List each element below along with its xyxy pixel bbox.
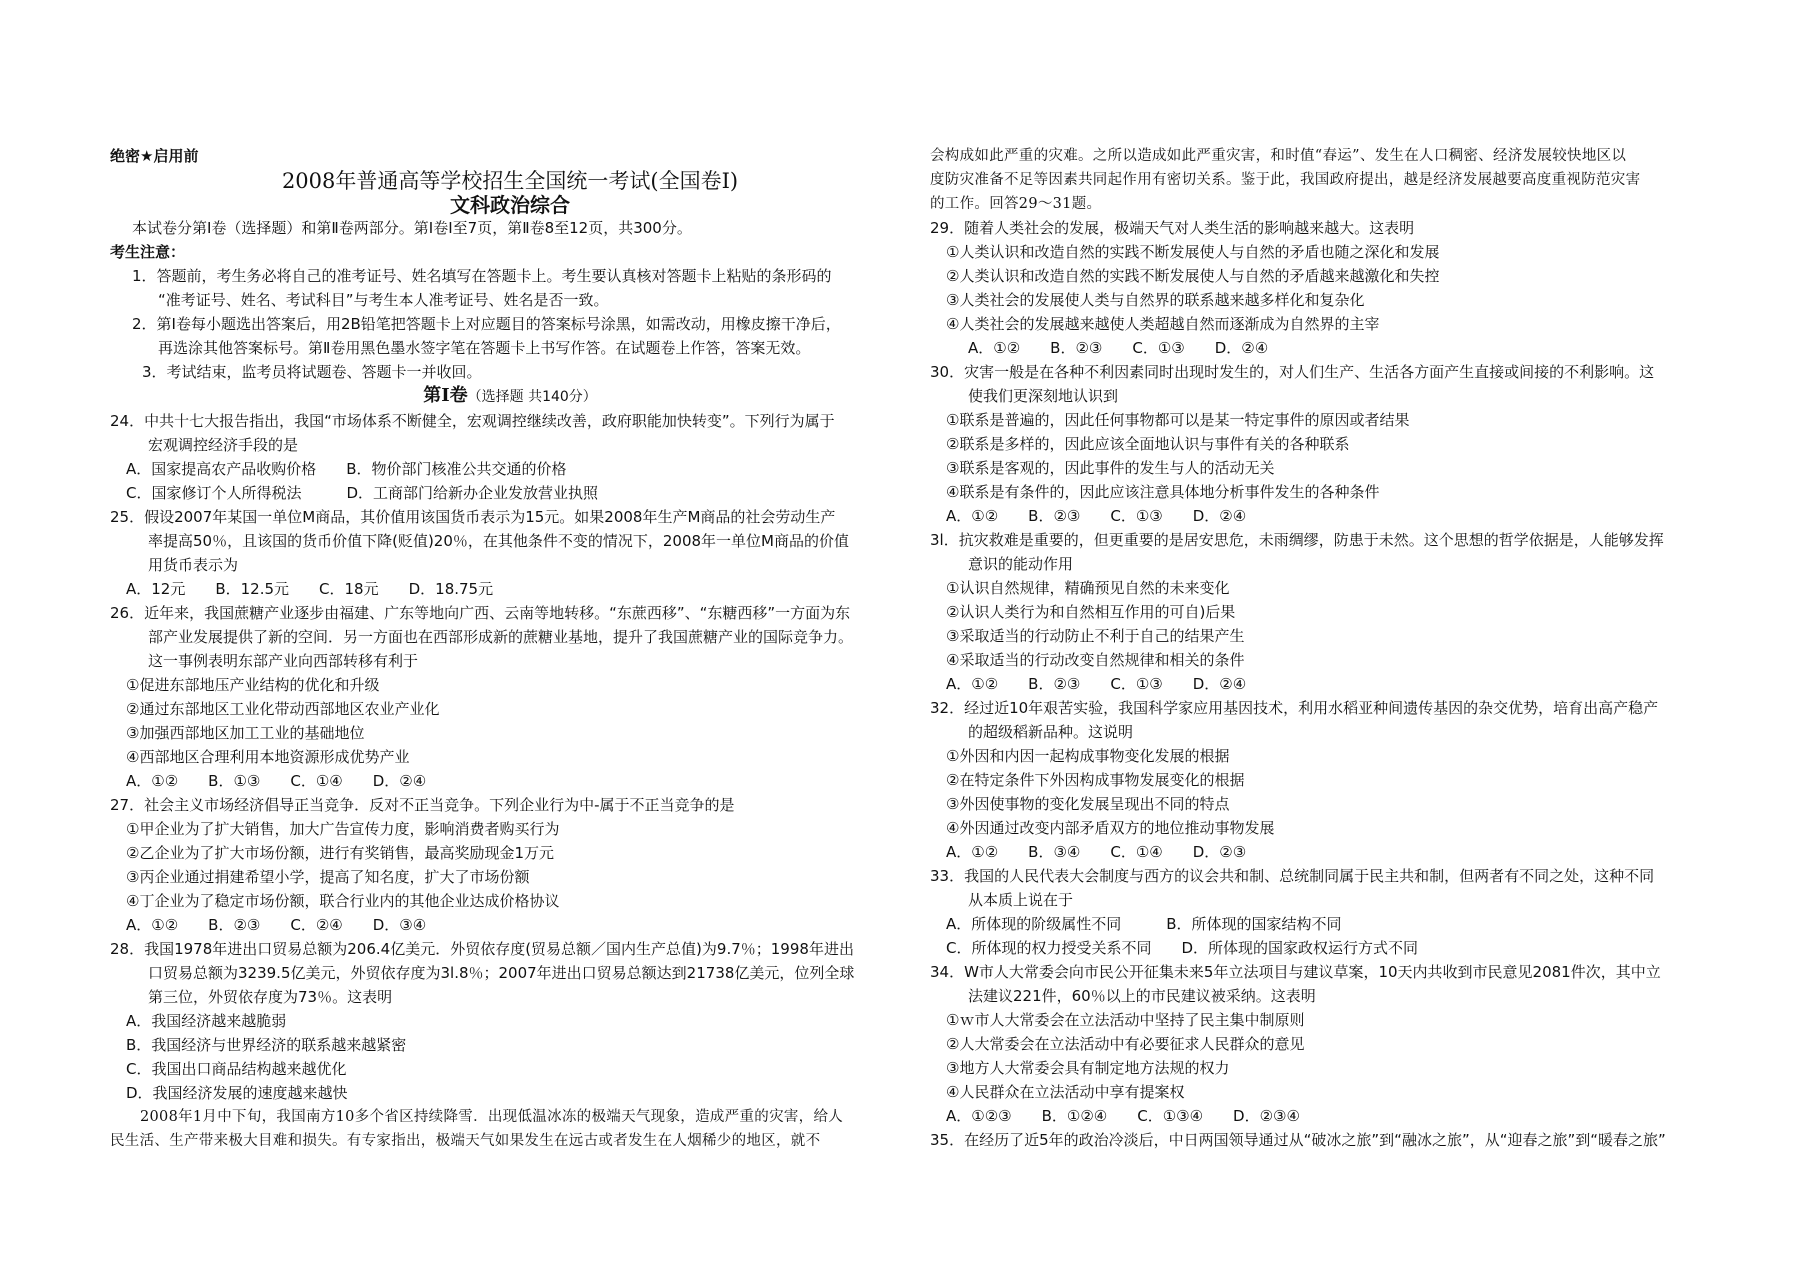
right-line-21: ④采取适当的行动改变自然规律和相关的条件 bbox=[946, 651, 1245, 669]
right-line-41: 35．在经历了近5年的政治冷淡后，中日两国领导通过从“破冰之旅”到“融冰之旅”，从“迎春之旅”到“暖春之旅” bbox=[930, 1131, 1666, 1149]
right-line-12: ②联系是多样的，因此应该全面地认识与事件有关的各种联系 bbox=[946, 435, 1350, 453]
left-line-25: ④西部地区合理利用本地资源形成优势产业 bbox=[126, 748, 410, 766]
right-line-31: 从本质上说在于 bbox=[968, 891, 1074, 909]
right-line-10: 使我们更深刻地认识到 bbox=[968, 387, 1119, 405]
volume-title: 第Ⅰ卷 bbox=[423, 385, 468, 406]
right-line-20: ③采取适当的行动防止不利于自己的结果产生 bbox=[946, 627, 1245, 645]
left-line-9: 3．考试结束，监考员将试题卷、答题卡一并收回。 bbox=[142, 363, 482, 381]
right-line-37: ②人大常委会在立法活动中有必要征求人民群众的意见 bbox=[946, 1035, 1305, 1053]
right-line-13: ③联系是客观的，因此事件的发生与人的活动无关 bbox=[946, 459, 1275, 477]
left-line-33: 28．我国1978年进出口贸易总额为206.4亿美元．外贸依存度(贸易总额／国内生产总值)为9.7％；1998年进出 bbox=[110, 940, 854, 958]
left-line-1: 2008年普通高等学校招生全国统一考试(全国卷Ⅰ) bbox=[281, 169, 739, 193]
right-line-29: A．①② B．③④ C．①④ D．②③ bbox=[946, 843, 1247, 861]
left-line-4: 考生注意： bbox=[110, 243, 186, 261]
right-line-39: ④人民群众在立法活动中享有提案权 bbox=[946, 1083, 1185, 1101]
left-line-21: 这一事例表明东部产业向西部转移有利于 bbox=[148, 652, 419, 670]
left-line-22: ①促进东部地压产业结构的优化和升级 bbox=[126, 676, 380, 694]
right-line-8: A．①② B．②③ C．①③ D．②④ bbox=[968, 339, 1269, 357]
left-line-14: C．国家修订个人所得税法 D．工商部门给新办企业发放营业执照 bbox=[126, 484, 599, 502]
right-line-27: ③外因使事物的变化发展呈现出不同的特点 bbox=[946, 795, 1230, 813]
left-line-24: ③加强西部地区加工工业的基础地位 bbox=[126, 724, 365, 742]
left-line-28: ①甲企业为了扩大销售，加大广告宣传力度，影响消费者购买行为 bbox=[126, 820, 560, 838]
left-line-40: 2008年1月中下旬，我国南方10多个省区持续降雪．出现低温冰冻的极端天气现象，造成严重的灾害，给人 bbox=[140, 1109, 844, 1125]
right-line-38: ③地方人大常委会具有制定地方法规的权力 bbox=[946, 1059, 1230, 1077]
left-line-10 bbox=[110, 384, 910, 409]
left-line-6: “准考证号、姓名、考试科目”与考生本人准考证号、姓名是否一致。 bbox=[158, 291, 609, 309]
left-line-30: ③丙企业通过捐建希望小学，提高了知名度，扩大了市场份额 bbox=[126, 868, 530, 886]
right-line-0: 会构成如此严重的灾难。之所以造成如此严重灾害，和时值“春运”、发生在人口稠密、经济发展较快地区以 bbox=[930, 148, 1627, 164]
left-line-38: C．我国出口商品结构越来越优化 bbox=[126, 1060, 347, 1078]
left-line-36: A．我国经济越来越脆弱 bbox=[126, 1012, 287, 1030]
left-line-35: 第三位，外贸依存度为73％。这表明 bbox=[148, 988, 393, 1006]
right-line-36: ①ｗ市人大常委会在立法活动中坚持了民主集中制原则 bbox=[946, 1011, 1305, 1029]
left-line-0: 绝密★启用前 bbox=[110, 147, 199, 165]
right-line-25: ①外因和内因一起构成事物变化发展的根据 bbox=[946, 747, 1230, 765]
right-column bbox=[930, 144, 1720, 1152]
left-line-17: 用货币表示为 bbox=[148, 556, 239, 574]
left-line-37: B．我国经济与世界经济的联系越来越紧密 bbox=[126, 1036, 407, 1054]
left-line-20: 部产业发展提供了新的空间．另一方面也在西部形成新的蔗糖业基地，提升了我国蔗糖产业的国际竞争力。 bbox=[148, 628, 854, 646]
right-line-9: 30．灾害一般是在各种不利因素同时出现时发生的，对人们生产、生活各方面产生直接或间接的不利影响。这 bbox=[930, 363, 1655, 381]
left-line-18: A．12元 B．12.5元 C．18元 D．18.75元 bbox=[126, 580, 494, 598]
right-line-23: 32．经过近10年艰苦实验，我国科学家应用基因技术，利用水稻亚种间遗传基因的杂交优势，培育出高产稳产 bbox=[930, 699, 1659, 717]
left-line-39: D．我国经济发展的速度越来越快 bbox=[126, 1084, 348, 1102]
right-line-2: 的工作。回答29～31题。 bbox=[930, 196, 1102, 212]
right-line-11: ①联系是普遍的，因此任何事物都可以是某一特定事件的原因或者结果 bbox=[946, 411, 1410, 429]
right-line-22: A．①② B．②③ C．①③ D．②④ bbox=[946, 675, 1247, 693]
left-line-3: 本试卷分第Ⅰ卷（选择题）和第Ⅱ卷两部分。第Ⅰ卷Ⅰ至7页，第Ⅱ卷8至12页，共300分。 bbox=[132, 219, 692, 237]
right-line-4: ①人类认识和改造自然的实践不断发展使人与自然的矛盾也随之深化和发展 bbox=[946, 243, 1440, 261]
left-line-34: 口贸易总额为3239.5亿美元，外贸依存度为3l.8％；2007年进出口贸易总额达到21738亿美元，位列全球 bbox=[148, 964, 855, 982]
left-line-11: 24．中共十七大报告指出，我国“市场体系不断健全，宏观调控继续改善，政府职能加快转变”。下列行为属于 bbox=[110, 412, 835, 430]
right-line-3: 29．随着人类社会的发展，极端天气对人类生活的影响越来越大。这表明 bbox=[930, 219, 1415, 237]
left-line-31: ④丁企业为了稳定市场份额，联合行业内的其他企业达成价格协议 bbox=[126, 892, 560, 910]
right-line-15: A．①② B．②③ C．①③ D．②④ bbox=[946, 507, 1247, 525]
right-line-18: ①认识自然规律，精确预见自然的未来变化 bbox=[946, 579, 1230, 597]
left-line-12: 宏观调控经济手段的是 bbox=[148, 436, 299, 454]
left-line-8: 再选涂其他答案标号。第Ⅱ卷用黑色墨水签字笔在答题卡上书写作答。在试题卷上作答，答案无效。 bbox=[158, 339, 811, 357]
left-line-26: A．①② B．①③ C．①④ D．②④ bbox=[126, 772, 427, 790]
right-line-1: 度防灾准备不足等因素共同起作用有密切关系。鉴于此，我国政府提出，越是经济发展越要高度重视防范灾害 bbox=[930, 172, 1641, 188]
right-line-35: 法建议221件，60％以上的市民建议被采纳。这表明 bbox=[968, 987, 1316, 1005]
left-line-2: 文科政治综合 bbox=[450, 193, 570, 217]
volume-subtitle: （选择题 共140分） bbox=[467, 389, 597, 405]
left-line-27: 27．社会主义市场经济倡导正当竞争．反对不正当竞争。下列企业行为中-属于不正当竞争的是 bbox=[110, 796, 735, 814]
left-line-19: 26．近年来，我国蔗糖产业逐步由福建、广东等地向广西、云南等地转移。“东蔗西移”、“东糖西移”一方面为东 bbox=[110, 604, 851, 622]
right-line-24: 的超级稻新品种。这说明 bbox=[968, 723, 1134, 741]
left-line-41: 民生活、生产带来极大目难和损失。有专家指出，极端天气如果发生在远古或者发生在人烟稀少的地区，就不 bbox=[110, 1133, 821, 1149]
right-line-30: 33．我国的人民代表大会制度与西方的议会共和制、总统制同属于民主共和制，但两者有不同之处，这种不同 bbox=[930, 867, 1655, 885]
right-line-40: A．①②③ B．①②④ C．①③④ D．②③④ bbox=[946, 1107, 1300, 1125]
right-line-6: ③人类社会的发展使人类与自然界的联系越来越多样化和复杂化 bbox=[946, 291, 1365, 309]
right-line-26: ②在特定条件下外因构成事物发展变化的根据 bbox=[946, 771, 1245, 789]
right-line-7: ④人类社会的发展越来越使人类超越自然而逐渐成为自然界的主宰 bbox=[946, 315, 1380, 333]
left-line-13: A．国家提高农产品收购价格 B．物价部门核准公共交通的价格 bbox=[126, 460, 567, 478]
left-line-16: 率提高50％，且该国的货币价值下降(贬值)20％，在其他条件不变的情况下，2008年一单位M商品的价值 bbox=[148, 532, 849, 550]
right-line-34: 34．W市人大常委会向市民公开征集未来5年立法项目与建议草案，10天内共收到市民意见2081件次，其中立 bbox=[930, 963, 1661, 981]
left-line-15: 25．假设2007年某国一单位M商品，其价值用该国货币表示为15元。如果2008年生产M商品的社会劳动生产 bbox=[110, 508, 836, 526]
right-line-5: ②人类认识和改造自然的实践不断发展使人与自然的矛盾越来越激化和失控 bbox=[946, 267, 1440, 285]
left-line-7: 2．第Ⅰ卷每小题选出答案后，用2B铅笔把答题卡上对应题目的答案标号涂黑，如需改动，用橡皮擦干净后， bbox=[132, 315, 841, 333]
right-line-28: ④外因通过改变内部矛盾双方的地位推动事物发展 bbox=[946, 819, 1275, 837]
right-line-33: C．所体现的权力授受关系不同 D．所体现的国家政权运行方式不同 bbox=[946, 939, 1419, 957]
right-line-14: ④联系是有条件的，因此应该注意具体地分析事件发生的各种条件 bbox=[946, 483, 1380, 501]
left-line-29: ②乙企业为了扩大市场份额，进行有奖销售，最高奖励现金1万元 bbox=[126, 844, 554, 862]
right-line-32: A．所体现的阶级属性不同 B．所体现的国家结构不同 bbox=[946, 915, 1342, 933]
right-line-17: 意识的能动作用 bbox=[968, 555, 1074, 573]
left-column bbox=[110, 144, 910, 1153]
left-line-23: ②通过东部地区工业化带动西部地区农业产业化 bbox=[126, 700, 440, 718]
left-line-5: 1．答题前，考生务必将自己的准考证号、姓名填写在答题卡上。考生要认真核对答题卡上粘贴的条形码的 bbox=[132, 267, 832, 285]
right-line-16: 3l．抗灾救难是重要的，但更重要的是居安思危，未雨绸缪，防患于未然。这个思想的哲学依据是，人能够发挥 bbox=[930, 531, 1664, 549]
right-line-19: ②认识人类行为和自然相互作用的可自)后果 bbox=[946, 603, 1236, 621]
left-line-32: A．①② B．②③ C．②④ D．③④ bbox=[126, 916, 427, 934]
